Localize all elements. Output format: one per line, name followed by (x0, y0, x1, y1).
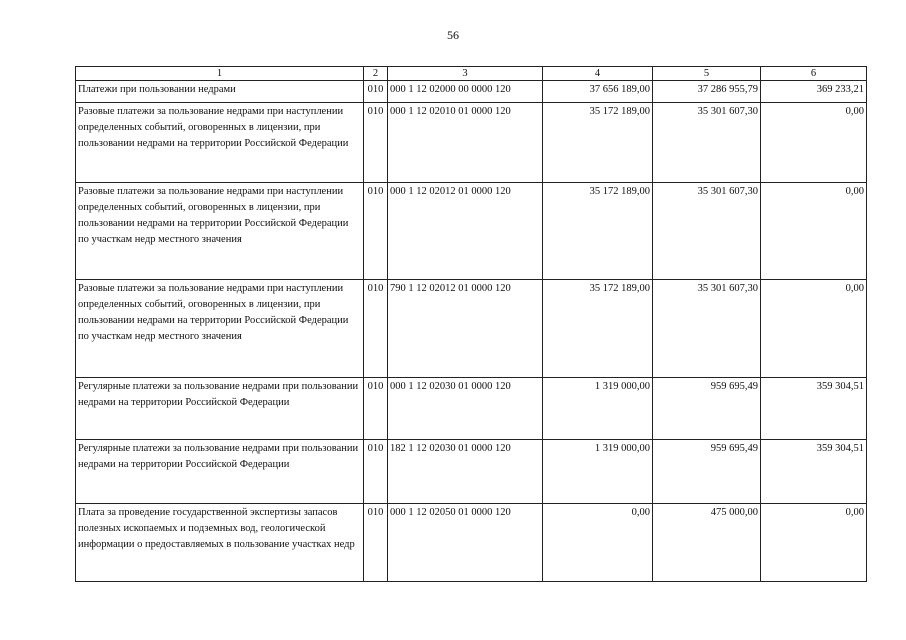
row-budget-code-cell: 000 1 12 02012 01 0000 120 (388, 183, 543, 280)
column-header: 3 (388, 67, 543, 81)
row-col4-cell: 35 172 189,00 (543, 183, 653, 280)
row-col6-cell: 0,00 (761, 183, 867, 280)
row-col4-cell: 1 319 000,00 (543, 378, 653, 440)
row-col5-cell: 959 695,49 (653, 378, 761, 440)
row-admin-code-cell: 010 (364, 103, 388, 183)
row-col5-cell: 475 000,00 (653, 504, 761, 582)
table-row (76, 103, 867, 183)
row-col6-cell: 359 304,51 (761, 440, 867, 504)
column-header: 5 (653, 67, 761, 81)
row-name-cell: Платежи при пользовании недрами (76, 81, 364, 103)
row-name-cell: Регулярные платежи за пользование недрами при пользовании недрами на территории Российской Федерации (76, 440, 364, 504)
row-col5-cell: 35 301 607,30 (653, 103, 761, 183)
column-header: 1 (76, 67, 364, 81)
row-budget-code-cell: 000 1 12 02010 01 0000 120 (388, 103, 543, 183)
table-row (76, 81, 867, 103)
row-col4-cell: 0,00 (543, 504, 653, 582)
row-col6-cell: 0,00 (761, 504, 867, 582)
row-admin-code-cell: 010 (364, 81, 388, 103)
row-col4-cell: 35 172 189,00 (543, 280, 653, 378)
table-row (76, 280, 867, 378)
row-col4-cell: 1 319 000,00 (543, 440, 653, 504)
row-budget-code-cell: 182 1 12 02030 01 0000 120 (388, 440, 543, 504)
row-admin-code-cell: 010 (364, 183, 388, 280)
row-budget-code-cell: 000 1 12 02050 01 0000 120 (388, 504, 543, 582)
row-col6-cell: 0,00 (761, 103, 867, 183)
row-col6-cell: 359 304,51 (761, 378, 867, 440)
row-budget-code-cell: 000 1 12 02030 01 0000 120 (388, 378, 543, 440)
column-header: 6 (761, 67, 867, 81)
table-header-row (76, 67, 867, 81)
row-col5-cell: 35 301 607,30 (653, 280, 761, 378)
row-admin-code-cell: 010 (364, 504, 388, 582)
row-col4-cell: 37 656 189,00 (543, 81, 653, 103)
row-admin-code-cell: 010 (364, 280, 388, 378)
table-row (76, 183, 867, 280)
page-number: 56 (447, 28, 459, 42)
row-admin-code-cell: 010 (364, 378, 388, 440)
row-admin-code-cell: 010 (364, 440, 388, 504)
row-name-cell: Разовые платежи за пользование недрами при наступлении определенных событий, оговоренных в лицензии, при пользовании недрами на территории Российской Федерации по участкам недр местного значения (76, 280, 364, 378)
table-row (76, 378, 867, 440)
table-row (76, 504, 867, 582)
row-name-cell: Регулярные платежи за пользование недрами при пользовании недрами на территории Российской Федерации (76, 378, 364, 440)
row-col5-cell: 959 695,49 (653, 440, 761, 504)
row-col6-cell: 0,00 (761, 280, 867, 378)
row-name-cell: Плата за проведение государственной экспертизы запасов полезных ископаемых и подземных вод, геологической информации о предоставляемых в пользование участках недр (76, 504, 364, 582)
row-col5-cell: 35 301 607,30 (653, 183, 761, 280)
row-budget-code-cell: 790 1 12 02012 01 0000 120 (388, 280, 543, 378)
row-col5-cell: 37 286 955,79 (653, 81, 761, 103)
row-budget-code-cell: 000 1 12 02000 00 0000 120 (388, 81, 543, 103)
row-col4-cell: 35 172 189,00 (543, 103, 653, 183)
row-name-cell: Разовые платежи за пользование недрами при наступлении определенных событий, оговоренных в лицензии, при пользовании недрами на территории Российской Федерации (76, 103, 364, 183)
row-col6-cell: 369 233,21 (761, 81, 867, 103)
column-header: 2 (364, 67, 388, 81)
row-name-cell: Разовые платежи за пользование недрами при наступлении определенных событий, оговоренных в лицензии, при пользовании недрами на территории Российской Федерации по участкам недр местного значения (76, 183, 364, 280)
table-row (76, 440, 867, 504)
revenue-table (75, 66, 867, 582)
column-header: 4 (543, 67, 653, 81)
